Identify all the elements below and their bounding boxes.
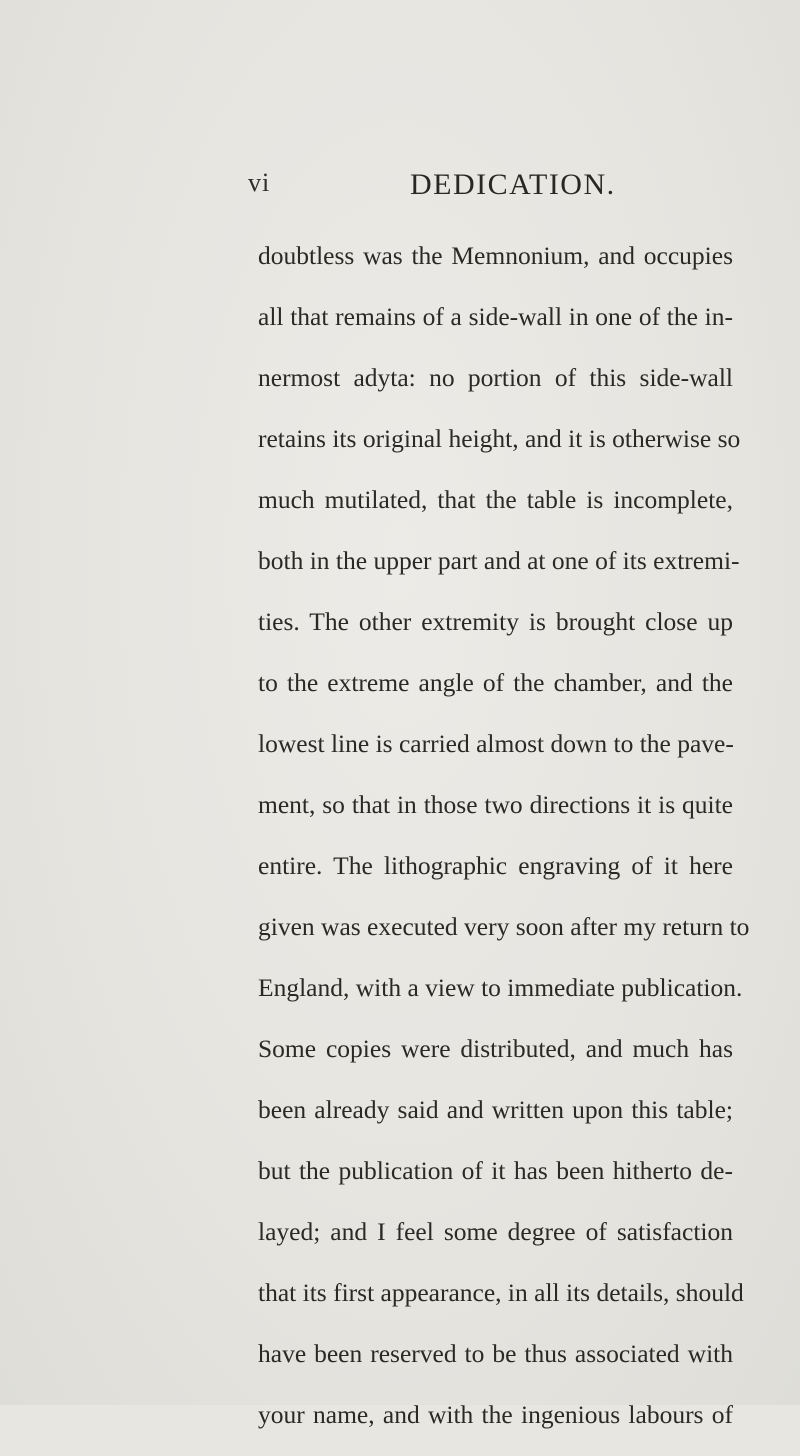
text-line: lowest line is carried almost down to the pave-	[258, 729, 734, 758]
text-line: much mutilated, that the table is incomplete,	[258, 485, 733, 514]
text-line: layed; and I feel some degree of satisfaction	[258, 1217, 733, 1246]
text-line: been already said and written upon this table;	[258, 1095, 733, 1124]
text-line: nermost adyta: no portion of this side-wall	[258, 363, 733, 392]
running-head: DEDICATION.	[410, 168, 616, 201]
text-line: but the publication of it has been hitherto de-	[258, 1156, 733, 1185]
text-line: England, with a view to immediate publication.	[258, 973, 743, 1002]
text-line: to the extreme angle of the chamber, and the	[258, 668, 733, 697]
text-line: retains its original height, and it is otherwise so	[258, 424, 741, 453]
text-line: doubtless was the Memnonium, and occupies	[258, 241, 733, 270]
text-line: Some copies were distributed, and much has	[258, 1034, 733, 1063]
text-line: ties. The other extremity is brought close up	[258, 607, 733, 636]
page-number: vi	[248, 168, 271, 197]
text-line: given was executed very soon after my return to	[258, 912, 750, 941]
text-line: ment, so that in those two directions it is quite	[258, 790, 733, 819]
text-line: that its first appearance, in all its details, should	[258, 1278, 744, 1307]
body-text	[258, 236, 750, 1456]
text-line: all that remains of a side-wall in one of the in-	[258, 302, 733, 331]
text-line: your name, and with the ingenious labours of	[258, 1400, 733, 1429]
text-line: have been reserved to be thus associated with	[258, 1339, 733, 1368]
page-header	[0, 168, 800, 208]
text-line: entire. The lithographic engraving of it here	[258, 851, 733, 880]
text-line: both in the upper part and at one of its extremi-	[258, 546, 740, 575]
